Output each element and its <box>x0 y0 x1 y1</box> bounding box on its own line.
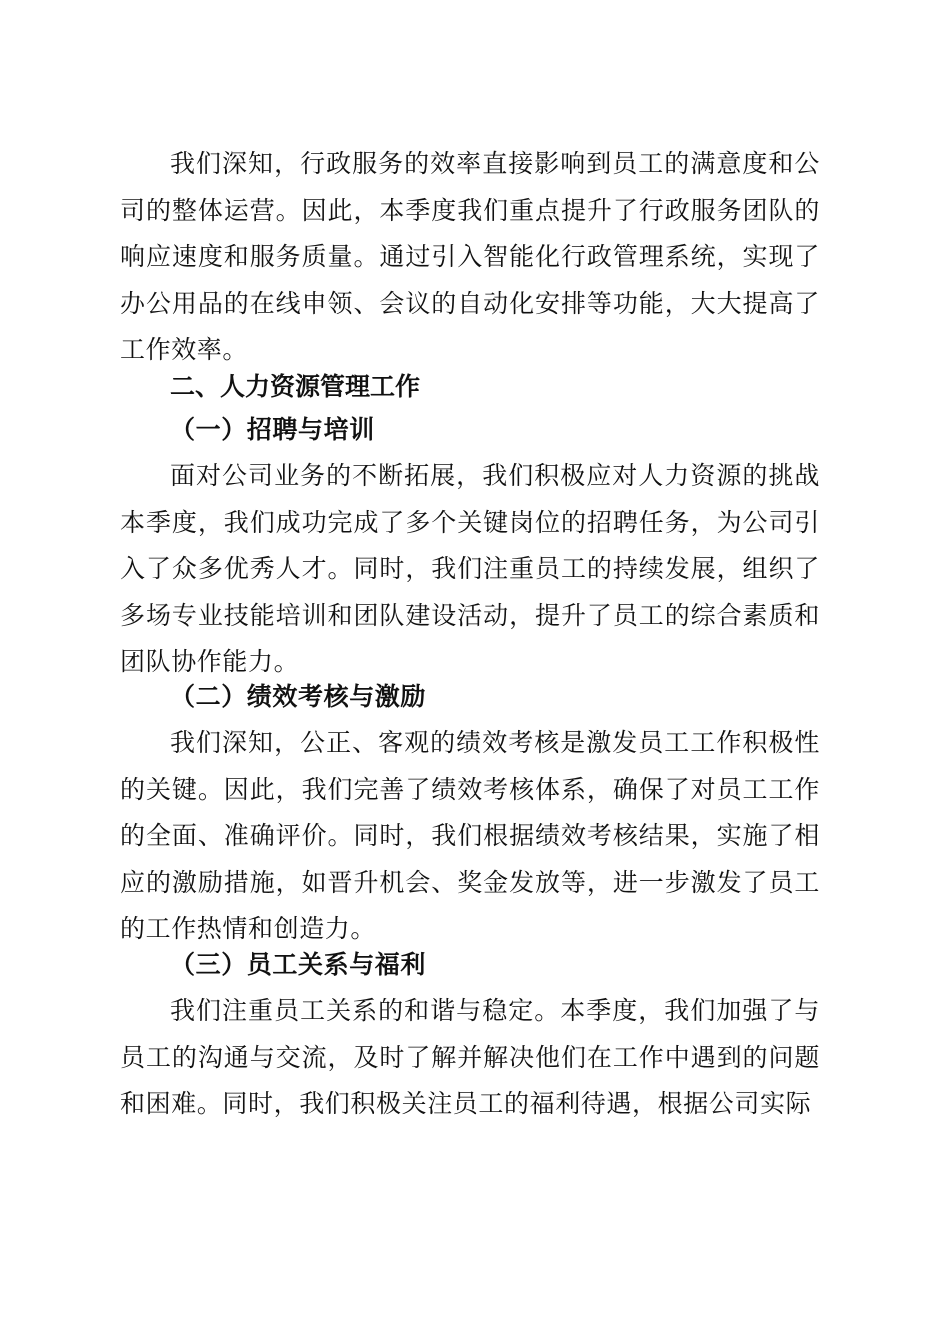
paragraph-performance: 我们深知，公正、客观的绩效考核是激发员工工作积极性的关键。因此，我们完善了绩效考核体系，确保了对员工工作的全面、准确评价。同时，我们根据绩效考核结果，实施了相应的激励措施，如晋升机会、奖金发放等，进一步激发了员工的工作热情和创造力。 <box>120 728 820 943</box>
subsection-title-relations: （三）员工关系与福利 <box>170 950 427 979</box>
subsection-title-recruitment: （一）招聘与培训 <box>170 415 375 444</box>
section-title-hr: 二、人力资源管理工作 <box>170 372 421 401</box>
subsection-title-performance: （二）绩效考核与激励 <box>170 682 427 711</box>
paragraph-admin-efficiency: 我们深知，行政服务的效率直接影响到员工的满意度和公司的整体运营。因此，本季度我们重点提升了行政服务团队的响应速度和服务质量。通过引入智能化行政管理系统，实现了办公用品的在线申领、会议的自动化安排等功能，大大提高了工作效率。 <box>120 149 820 364</box>
paragraph-recruitment: 面对公司业务的不断拓展，我们积极应对人力资源的挑战本季度，我们成功完成了多个关键岗位的招聘任务，为公司引入了众多优秀人才。同时，我们注重员工的持续发展，组织了多场专业技能培训和团队建设活动，提升了员工的综合素质和团队协作能力。 <box>120 461 820 676</box>
paragraph-relations: 我们注重员工关系的和谐与稳定。本季度，我们加强了与员工的沟通与交流，及时了解并解决他们在工作中遇到的问题和困难。同时，我们积极关注员工的福利待遇，根据公司实际 <box>120 996 820 1118</box>
